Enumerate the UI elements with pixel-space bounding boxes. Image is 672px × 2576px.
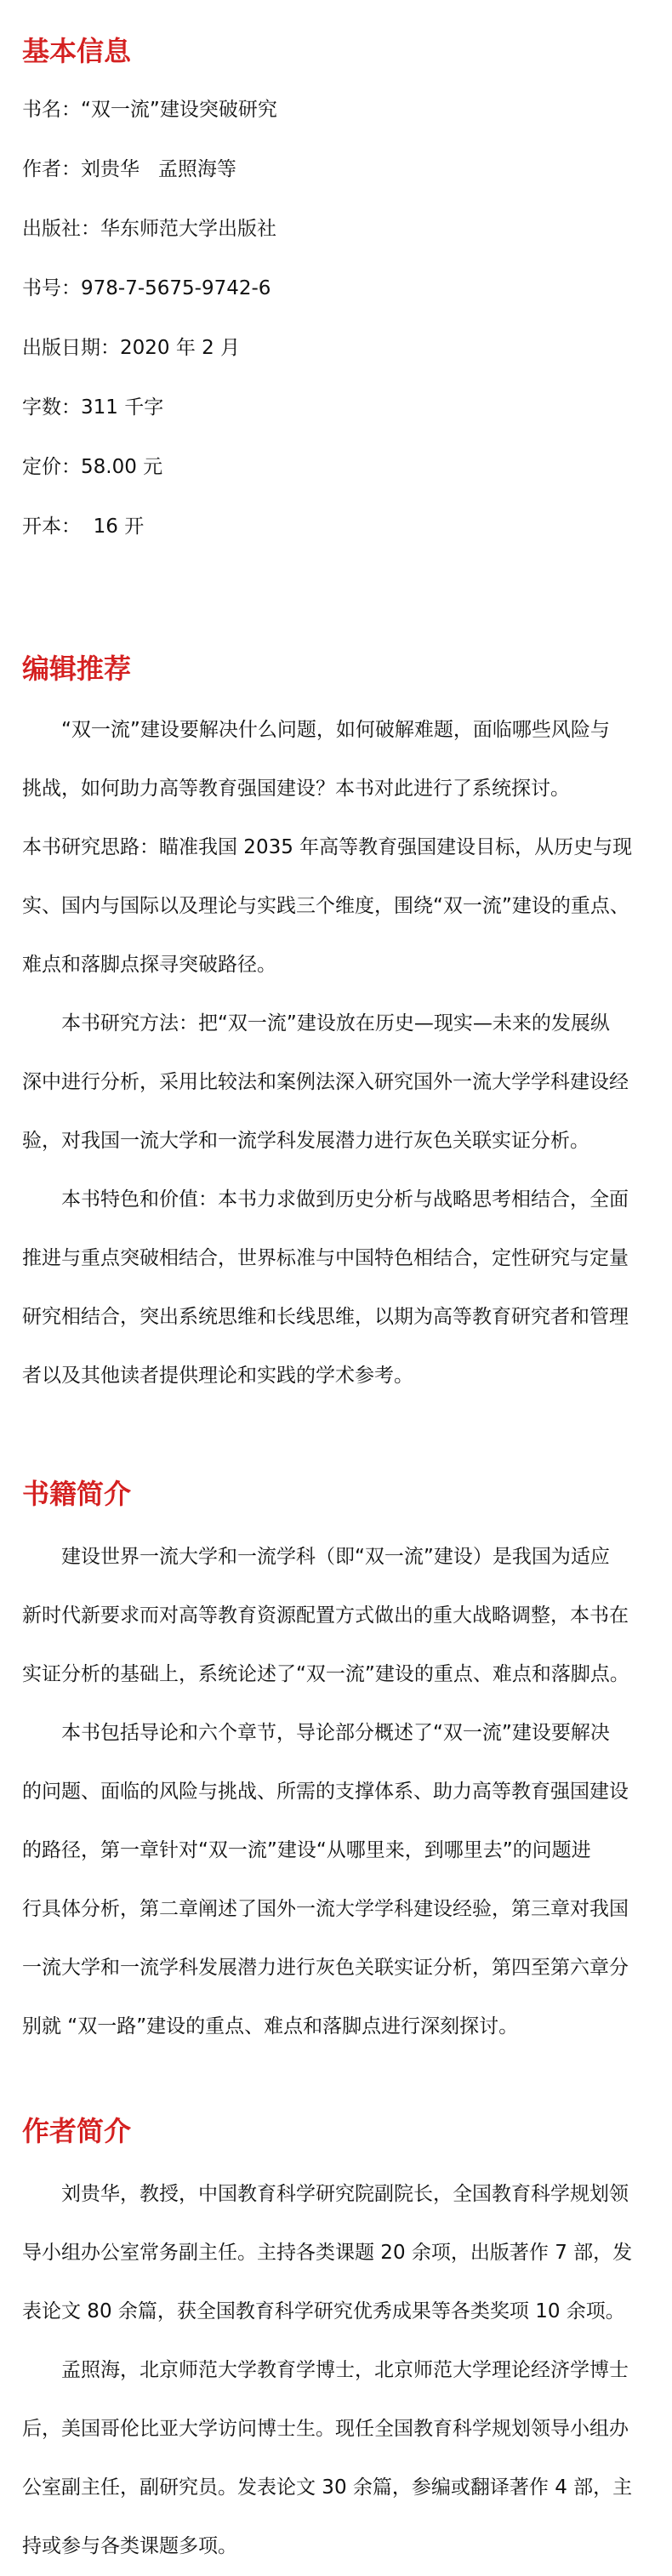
info-isbn: 书号：978-7-5675-9742-6 bbox=[22, 277, 271, 299]
editor-paragraph-4: 本书特色和价值：本书力求做到历史分析与战略思考相结合，全面 推进与重点突破相结合，世界标准与中国特色相结合，定性研究与定量 研究相结合，突出系统思维和长线思维，以期为高等教育研究者和管理 者以及其他读者提供理论和实践的学术参考。 bbox=[22, 1188, 629, 1387]
info-word-count: 字数：311 千字 bbox=[22, 396, 164, 419]
section-heading-author-intro: 作者简介 bbox=[22, 2115, 132, 2147]
editor-paragraph-1: “双一流”建设要解决什么问题，如何破解难题，面临哪些风险与 挑战，如何助力高等教育强国建设？本书对此进行了系统探讨。 bbox=[22, 719, 610, 800]
info-publisher: 出版社：华东师范大学出版社 bbox=[22, 218, 276, 240]
info-price: 定价：58.00 元 bbox=[22, 456, 163, 478]
book-intro-paragraph-1: 建设世界一流大学和一流学科（即“双一流”建设）是我国为适应 新时代新要求而对高等教育资源配置方式做出的重大战略调整，本书在 实证分析的基础上，系统论述了“双一流”建设的重点、难点和落脚点。 bbox=[22, 1546, 629, 1685]
author-paragraph-2: 孟照海，北京师范大学教育学博士，北京师范大学理论经济学博士 后，美国哥伦比亚大学访问博士生。现任全国教育科学规划领导小组办 公室副主任，副研究员。发表论文 30 余篇，参编或翻译著作 4 部，主 持或参与各类课题多项。 bbox=[22, 2359, 633, 2557]
section-heading-editor-recommend: 编辑推荐 bbox=[22, 653, 132, 685]
author-paragraph-1: 刘贵华，教授，中国教育科学研究院副院长，全国教育科学规划领 导小组办公室常务副主任。主持各类课题 20 余项，出版著作 7 部，发 表论文 80 余篇，获全国教育科学研究优秀成果等各类奖项 10 余项。 bbox=[22, 2183, 633, 2322]
info-format: 开本： 16 开 bbox=[22, 516, 145, 538]
editor-paragraph-2: 本书研究思路：瞄准我国 2035 年高等教育强国建设目标，从历史与现 实、国内与国际以及理论与实践三个维度，围绕“双一流”建设的重点、 难点和落脚点探寻突破路径。 bbox=[22, 836, 633, 976]
section-heading-basic-info: 基本信息 bbox=[22, 35, 132, 67]
info-authors: 作者：刘贵华 孟照海等 bbox=[22, 158, 236, 180]
section-heading-book-intro: 书籍简介 bbox=[22, 1478, 132, 1510]
info-title: 书名：“双一流”建设突破研究 bbox=[22, 99, 277, 121]
book-intro-paragraph-2: 本书包括导论和六个章节，导论部分概述了“双一流”建设要解决 的问题、面临的风险与挑战、所需的支撑体系、助力高等教育强国建设 的路径，第一章针对“双一流”建设“从哪里来，到哪里去”的问题进 行具体分析，第二章阐述了国外一流大学学科建设经验，第三章对我国 一流大学和一流学科发展潜力进行灰色关联实证分析，第四至第六章分 别就 “双一路”建设的重点、难点和落脚点进行深刻探讨。 bbox=[22, 1722, 629, 2037]
editor-paragraph-3: 本书研究方法：把“双一流”建设放在历史—现实—未来的发展纵 深中进行分析，采用比较法和案例法深入研究国外一流大学学科建设经 验，对我国一流大学和一流学科发展潜力进行灰色关联实证分析。 bbox=[22, 1012, 629, 1152]
info-publish-date: 出版日期：2020 年 2 月 bbox=[22, 337, 241, 359]
